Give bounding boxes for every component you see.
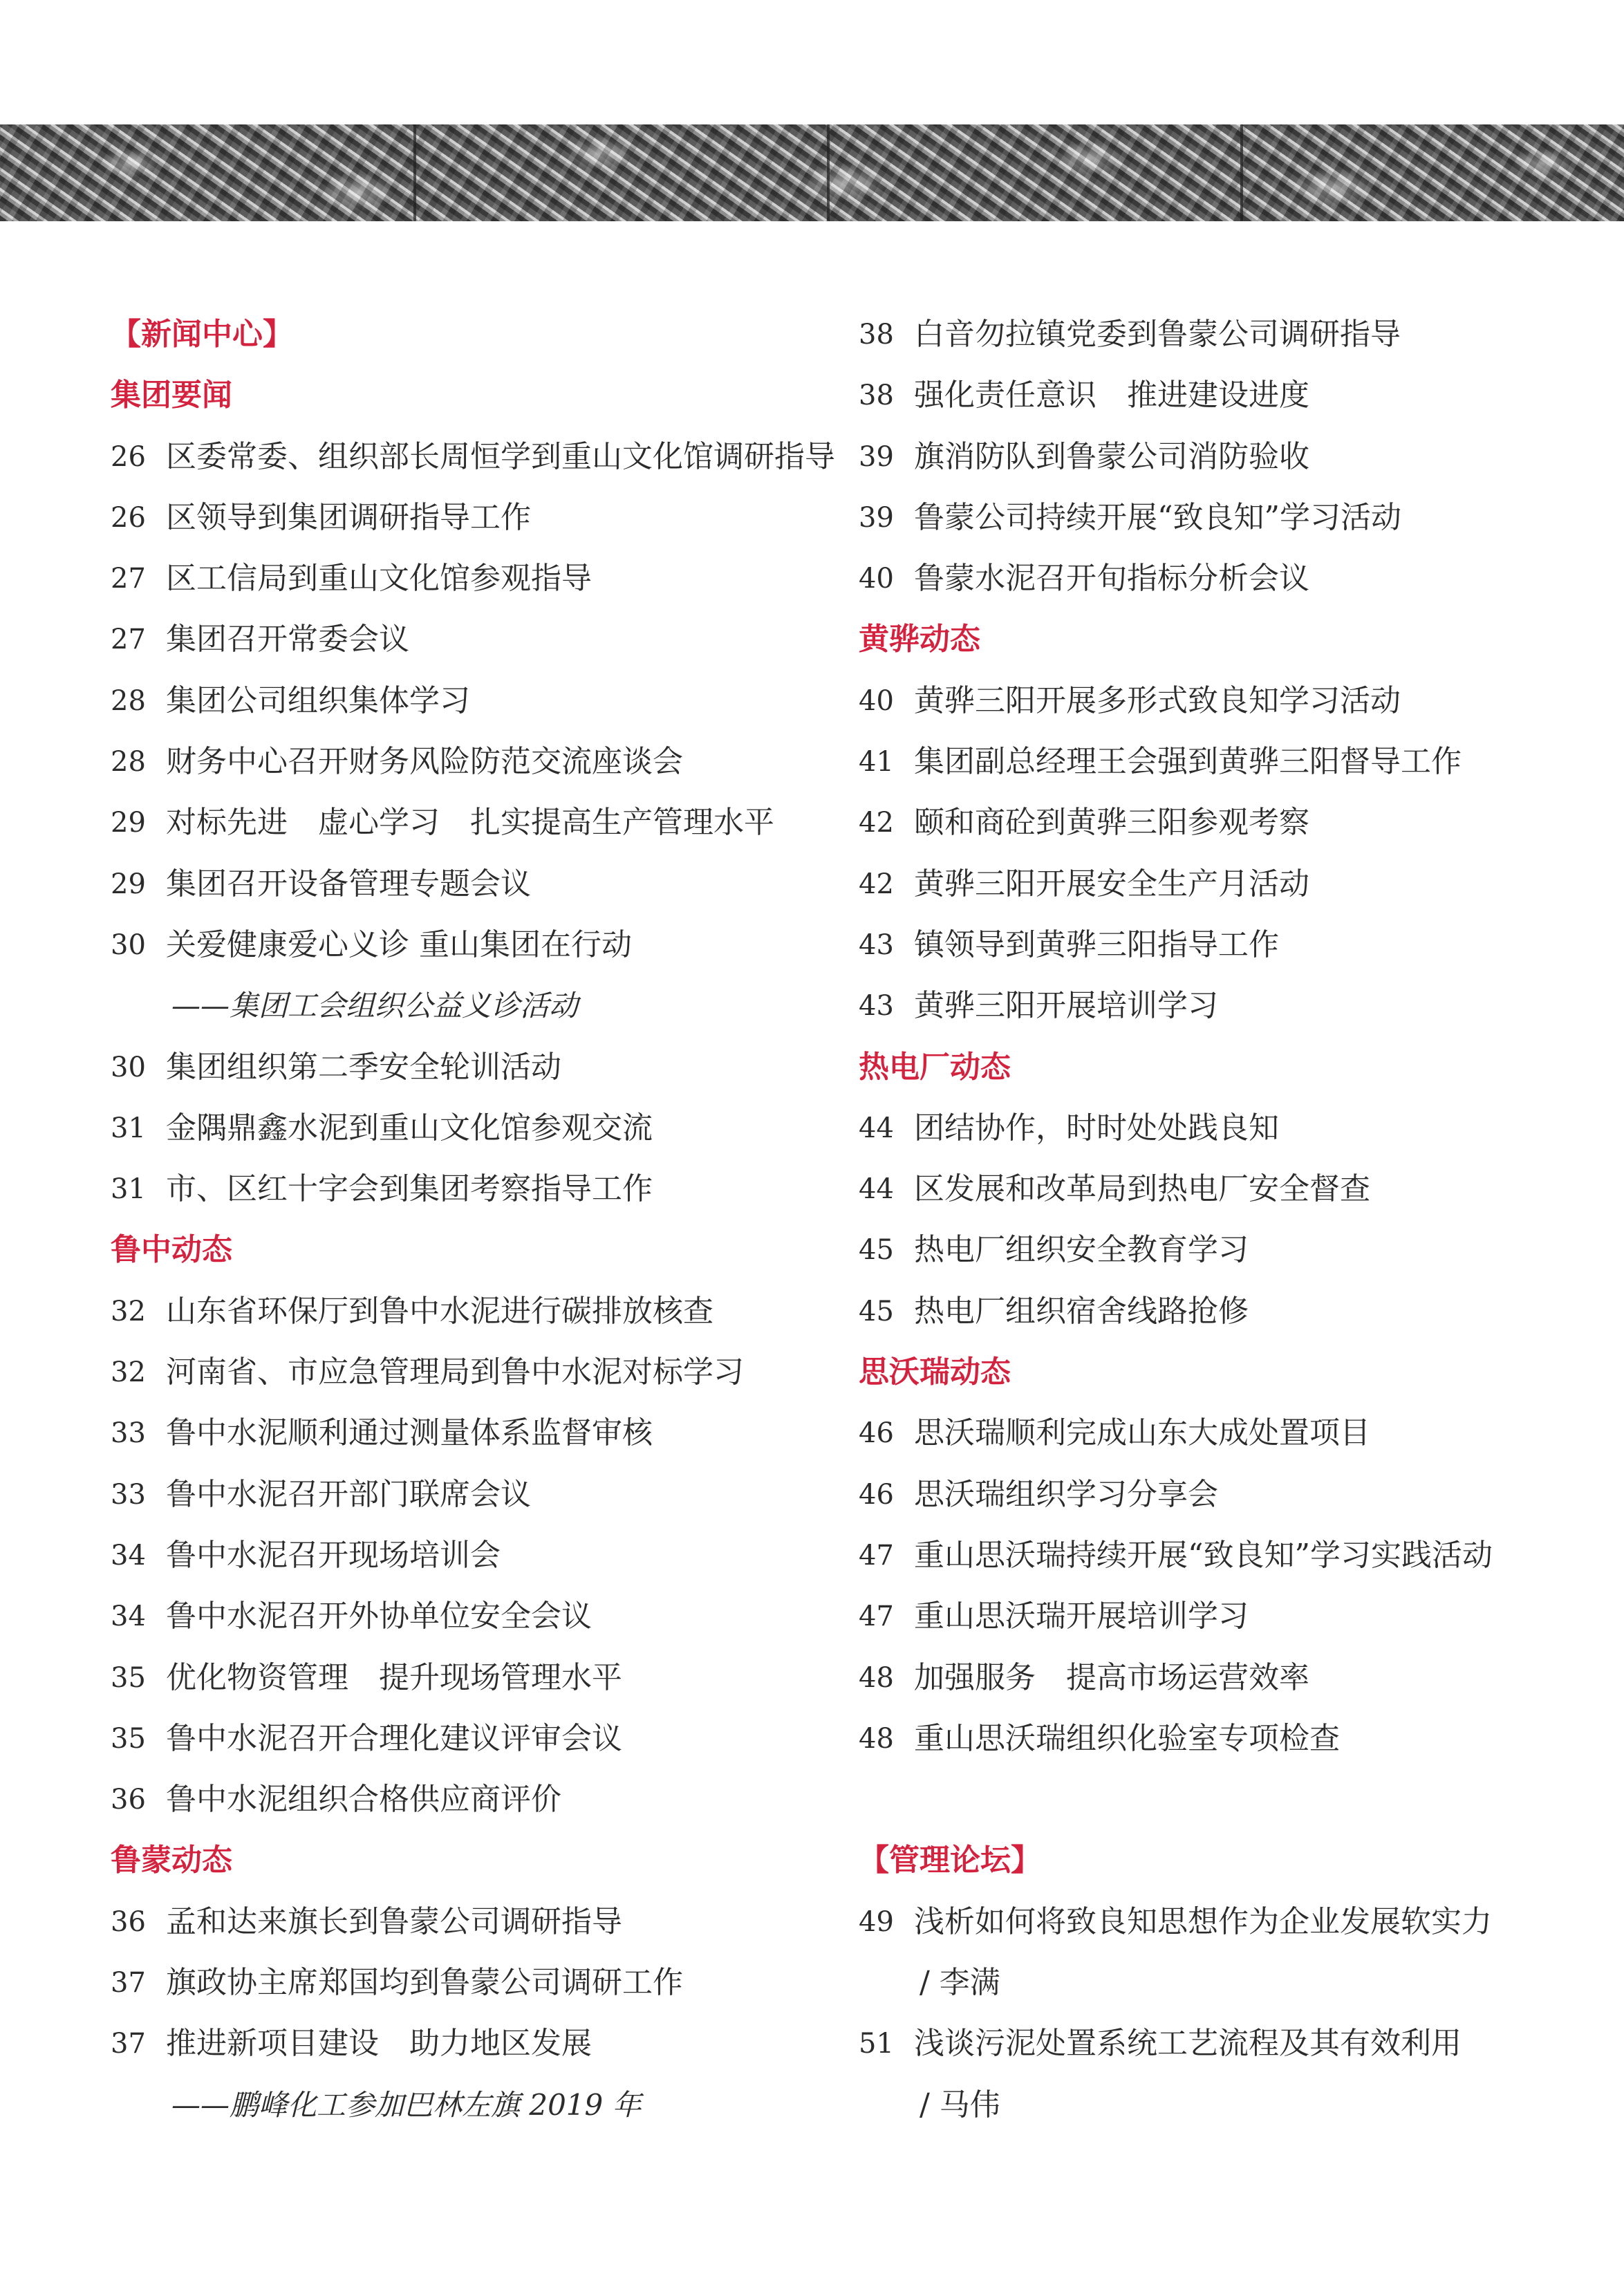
toc-entry[interactable]: 26 区领导到集团调研指导工作 <box>111 499 531 535</box>
toc-entry[interactable]: 46 思沃瑞顺利完成山东大成处置项目 <box>859 1415 1370 1451</box>
toc-entry[interactable]: 27 区工信局到重山文化馆参观指导 <box>111 561 592 597</box>
toc-entry[interactable]: 37 推进新项目建设 助力地区发展 <box>111 2026 592 2062</box>
toc-entry[interactable]: 41 集团副总经理王会强到黄骅三阳督导工作 <box>859 744 1462 780</box>
group-heading: 黄骅动态 <box>859 622 980 658</box>
toc-entry[interactable]: 43 黄骅三阳开展培训学习 <box>859 988 1218 1024</box>
toc-entry[interactable]: 45 热电厂组织宿舍线路抢修 <box>859 1293 1249 1329</box>
toc-entry[interactable]: 35 优化物资管理 提升现场管理水平 <box>111 1659 622 1695</box>
toc-entry-author: / 李满 <box>920 1965 1000 2001</box>
section-management-forum: 【管理论坛】 <box>859 1843 1041 1878</box>
toc-entry-author: / 马伟 <box>920 2087 1000 2123</box>
decorative-banner <box>0 124 1624 221</box>
section-news-center: 【新闻中心】 <box>111 317 293 352</box>
toc-right-column <box>859 304 1592 2136</box>
toc-entry[interactable]: 34 鲁中水泥召开现场培训会 <box>111 1537 501 1573</box>
toc-entry[interactable]: 26 区委常委、组织部长周恒学到重山文化馆调研指导 <box>111 438 835 474</box>
group-heading: 热电厂动态 <box>859 1049 1011 1085</box>
toc-entry[interactable]: 47 重山思沃瑞持续开展“致良知”学习实践活动 <box>859 1537 1493 1573</box>
toc-entry[interactable]: 37 旗政协主席郑国均到鲁蒙公司调研工作 <box>111 1965 683 2001</box>
toc-entry[interactable]: 33 鲁中水泥召开部门联席会议 <box>111 1476 531 1512</box>
toc-entry[interactable]: 30 集团组织第二季安全轮训活动 <box>111 1049 561 1085</box>
toc-entry[interactable]: 51 浅谈污泥处置系统工艺流程及其有效利用 <box>859 2026 1462 2062</box>
toc-entry[interactable]: 40 黄骅三阳开展多形式致良知学习活动 <box>859 682 1401 718</box>
toc-entry[interactable]: 36 孟和达来旗长到鲁蒙公司调研指导 <box>111 1903 622 1939</box>
toc-entry[interactable]: 46 思沃瑞组织学习分享会 <box>859 1476 1218 1512</box>
toc-left-column <box>111 304 837 2136</box>
toc-entry[interactable]: 39 鲁蒙公司持续开展“致良知”学习活动 <box>859 499 1401 535</box>
toc-entry-subtitle: ——鹏峰化工参加巴林左旗 2019 年 <box>171 2087 642 2122</box>
toc-entry[interactable]: 45 热电厂组织安全教育学习 <box>859 1232 1249 1268</box>
group-heading: 鲁蒙动态 <box>111 1843 232 1878</box>
toc-entry[interactable]: 49 浅析如何将致良知思想作为企业发展软实力 <box>859 1903 1492 1939</box>
toc-entry[interactable]: 29 集团召开设备管理专题会议 <box>111 866 531 902</box>
toc-entry[interactable]: 44 团结协作，时时处处践良知 <box>859 1110 1279 1146</box>
toc-entry[interactable]: 42 颐和商砼到黄骅三阳参观考察 <box>859 805 1309 841</box>
toc-entry[interactable]: 28 集团公司组织集体学习 <box>111 682 470 718</box>
toc-entry[interactable]: 39 旗消防队到鲁蒙公司消防验收 <box>859 438 1309 474</box>
toc-entry[interactable]: 43 镇领导到黄骅三阳指导工作 <box>859 926 1279 962</box>
toc-entry[interactable]: 38 白音勿拉镇党委到鲁蒙公司调研指导 <box>859 317 1401 352</box>
section-spacer <box>859 1769 1592 1830</box>
toc-entry[interactable]: 40 鲁蒙水泥召开旬指标分析会议 <box>859 561 1309 597</box>
toc-entry[interactable]: 47 重山思沃瑞开展培训学习 <box>859 1598 1249 1634</box>
toc-entry[interactable]: 38 强化责任意识 推进建设进度 <box>859 377 1309 413</box>
group-heading: 思沃瑞动态 <box>859 1354 1011 1390</box>
toc-entry[interactable]: 28 财务中心召开财务风险防范交流座谈会 <box>111 744 683 780</box>
toc-entry[interactable]: 35 鲁中水泥召开合理化建议评审会议 <box>111 1720 622 1756</box>
toc-entry[interactable]: 27 集团召开常委会议 <box>111 622 409 658</box>
toc-entry[interactable]: 34 鲁中水泥召开外协单位安全会议 <box>111 1598 592 1634</box>
toc-entry-subtitle: ——集团工会组织公益义诊活动 <box>171 989 579 1023</box>
toc-entry[interactable]: 33 鲁中水泥顺利通过测量体系监督审核 <box>111 1415 653 1451</box>
toc-entry[interactable]: 44 区发展和改革局到热电厂安全督查 <box>859 1171 1370 1207</box>
toc-entry[interactable]: 48 重山思沃瑞组织化验室专项检查 <box>859 1720 1340 1756</box>
toc-entry[interactable]: 32 河南省、市应急管理局到鲁中水泥对标学习 <box>111 1354 744 1390</box>
toc-entry[interactable]: 32 山东省环保厅到鲁中水泥进行碳排放核查 <box>111 1293 713 1329</box>
toc-entry[interactable]: 48 加强服务 提高市场运营效率 <box>859 1659 1309 1695</box>
toc-entry[interactable]: 29 对标先进 虚心学习 扎实提高生产管理水平 <box>111 805 774 841</box>
group-heading: 鲁中动态 <box>111 1232 232 1268</box>
toc-entry[interactable]: 31 市、区红十字会到集团考察指导工作 <box>111 1171 653 1207</box>
toc-entry[interactable]: 36 鲁中水泥组织合格供应商评价 <box>111 1782 561 1818</box>
toc-entry[interactable]: 30 关爱健康爱心义诊 重山集团在行动 <box>111 926 632 962</box>
toc-entry[interactable]: 42 黄骅三阳开展安全生产月活动 <box>859 866 1309 902</box>
toc-entry[interactable]: 31 金隅鼎鑫水泥到重山文化馆参观交流 <box>111 1110 653 1146</box>
group-heading: 集团要闻 <box>111 377 232 413</box>
